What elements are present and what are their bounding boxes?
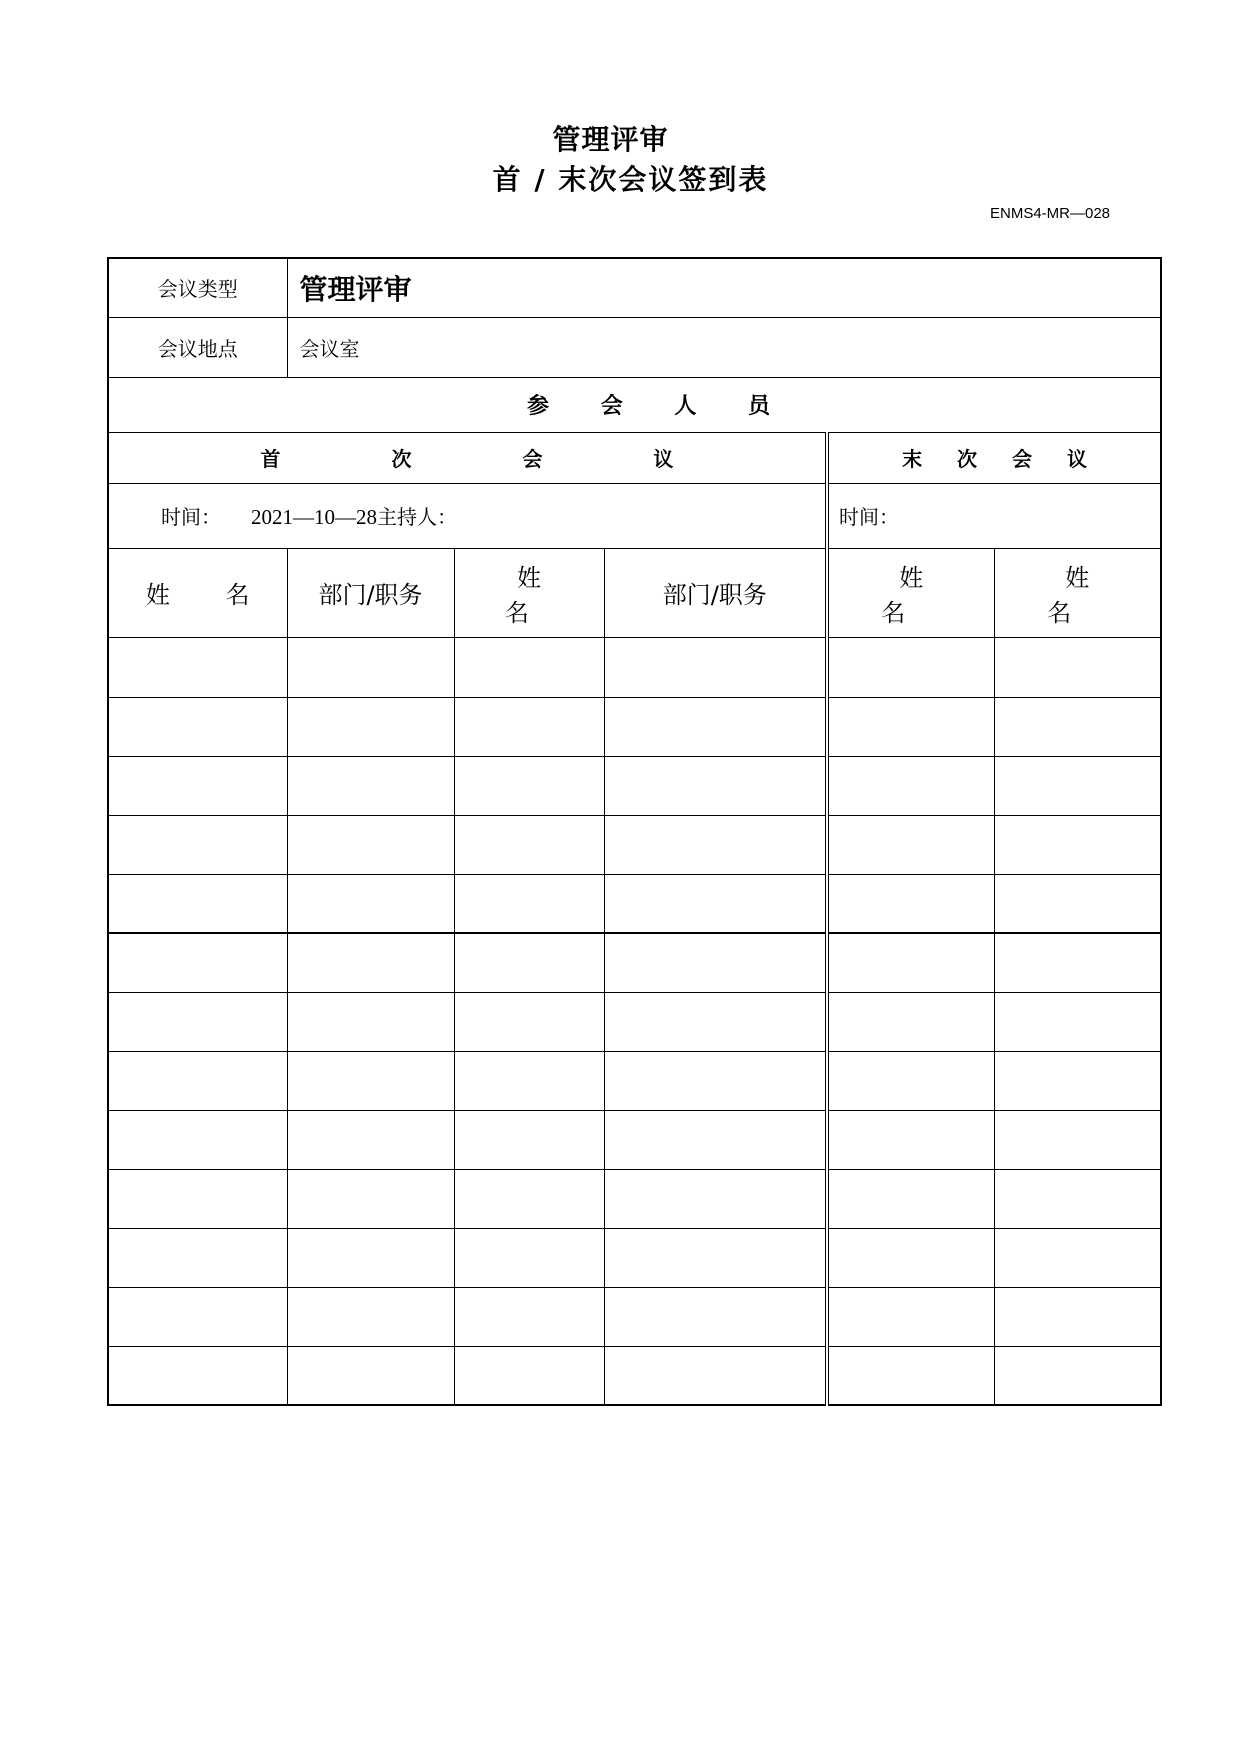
form-subtitle: 首 / 末次会议签到表 (492, 163, 769, 196)
table-row (108, 933, 1161, 992)
table-row (108, 756, 1161, 815)
sign-cell[interactable] (108, 697, 287, 756)
sign-cell[interactable] (454, 697, 604, 756)
sign-cell[interactable] (604, 756, 827, 815)
sign-cell[interactable] (604, 933, 827, 992)
sign-cell[interactable] (287, 1169, 454, 1228)
sign-cell[interactable] (108, 992, 287, 1051)
sign-cell[interactable] (604, 992, 827, 1051)
sign-cell[interactable] (827, 1228, 994, 1287)
table-row (108, 992, 1161, 1051)
sign-cell[interactable] (994, 1169, 1161, 1228)
attendees-section-title: 参 会 人 员 (108, 377, 1161, 432)
sign-cell[interactable] (827, 815, 994, 874)
sign-rows (108, 637, 1161, 1405)
sign-cell[interactable] (994, 1228, 1161, 1287)
sign-cell[interactable] (287, 815, 454, 874)
sign-cell[interactable] (454, 1110, 604, 1169)
sign-cell[interactable] (287, 874, 454, 933)
document-code: ENMS4-MR—028 (990, 205, 1111, 222)
sign-cell[interactable] (827, 1051, 994, 1110)
table-row (108, 637, 1161, 697)
meeting-time-row (108, 483, 1161, 548)
sign-cell[interactable] (827, 933, 994, 992)
sign-cell[interactable] (454, 1287, 604, 1346)
table-row (108, 1287, 1161, 1346)
column-header-row (108, 548, 1161, 637)
sign-cell[interactable] (108, 756, 287, 815)
last-meeting-time-label: 时间： (839, 505, 899, 529)
sign-cell[interactable] (827, 697, 994, 756)
sign-cell[interactable] (994, 1287, 1161, 1346)
sign-cell[interactable] (994, 637, 1161, 697)
sign-cell[interactable] (827, 637, 994, 697)
sign-cell[interactable] (108, 1110, 287, 1169)
sign-cell[interactable] (827, 1287, 994, 1346)
sign-in-table (107, 257, 1162, 1406)
sign-cell[interactable] (454, 874, 604, 933)
sign-cell[interactable] (287, 992, 454, 1051)
first-meeting-host-label: 主持人： (377, 505, 457, 529)
table-row (108, 1346, 1161, 1405)
sign-cell[interactable] (108, 933, 287, 992)
last-meeting-title: 末 次 会 议 (827, 432, 1161, 483)
first-meeting-time-label: 时间： (161, 505, 221, 529)
meeting-type-row (108, 258, 1161, 317)
meeting-titles-row (108, 432, 1161, 483)
col-dept-1: 部门/职务 (287, 548, 454, 637)
meeting-location-row (108, 317, 1161, 377)
last-meeting-time (827, 483, 1161, 548)
sign-cell[interactable] (454, 933, 604, 992)
meeting-location-label: 会议地点 (108, 317, 287, 377)
sign-cell[interactable] (454, 1346, 604, 1405)
sign-cell[interactable] (287, 637, 454, 697)
sign-cell[interactable] (454, 1169, 604, 1228)
sign-cell[interactable] (994, 697, 1161, 756)
sign-cell[interactable] (604, 815, 827, 874)
table-row (108, 1169, 1161, 1228)
sign-cell[interactable] (827, 992, 994, 1051)
first-meeting-time (108, 483, 827, 548)
sign-cell[interactable] (604, 637, 827, 697)
sign-cell[interactable] (827, 756, 994, 815)
sign-cell[interactable] (604, 1346, 827, 1405)
sign-cell[interactable] (108, 1346, 287, 1405)
sign-cell[interactable] (827, 1110, 994, 1169)
first-meeting-title: 首 次 会 议 (108, 432, 827, 483)
sign-cell[interactable] (287, 1346, 454, 1405)
sign-cell[interactable] (108, 874, 287, 933)
sign-cell[interactable] (454, 1051, 604, 1110)
sign-cell[interactable] (108, 637, 287, 697)
meeting-location-value[interactable]: 会议室 (287, 317, 1161, 377)
sign-cell[interactable] (454, 637, 604, 697)
first-meeting-time-value[interactable]: 2021—10—28 (251, 505, 377, 529)
table-row (108, 697, 1161, 756)
sign-cell[interactable] (454, 1228, 604, 1287)
sign-cell[interactable] (287, 933, 454, 992)
sign-cell[interactable] (108, 1228, 287, 1287)
sign-cell[interactable] (994, 992, 1161, 1051)
sign-cell[interactable] (108, 1051, 287, 1110)
table-row (108, 1228, 1161, 1287)
table-row (108, 1051, 1161, 1110)
table-row (108, 815, 1161, 874)
attendees-header-row (108, 377, 1161, 432)
sign-cell[interactable] (994, 933, 1161, 992)
sign-cell[interactable] (604, 1228, 827, 1287)
sign-cell[interactable] (287, 756, 454, 815)
sign-cell[interactable] (604, 1051, 827, 1110)
sign-cell[interactable] (454, 815, 604, 874)
sign-cell[interactable] (994, 756, 1161, 815)
sign-cell[interactable] (994, 874, 1161, 933)
sign-cell[interactable] (454, 992, 604, 1051)
col-name-3: 姓 名 (827, 548, 994, 637)
sign-cell[interactable] (454, 756, 604, 815)
sign-cell[interactable] (994, 815, 1161, 874)
col-dept-2: 部门/职务 (604, 548, 827, 637)
sign-cell[interactable] (994, 1110, 1161, 1169)
sign-cell[interactable] (287, 1110, 454, 1169)
sign-cell[interactable] (287, 697, 454, 756)
sign-cell[interactable] (108, 1169, 287, 1228)
sign-cell[interactable] (604, 874, 827, 933)
sign-cell[interactable] (827, 1169, 994, 1228)
form-title: 管理评审 (552, 123, 669, 156)
table-row (108, 874, 1161, 933)
sign-cell[interactable] (604, 697, 827, 756)
sign-cell[interactable] (994, 1051, 1161, 1110)
sign-cell[interactable] (604, 1287, 827, 1346)
sign-cell[interactable] (108, 1287, 287, 1346)
table-row (108, 1110, 1161, 1169)
sign-cell[interactable] (287, 1051, 454, 1110)
sign-cell[interactable] (287, 1287, 454, 1346)
col-name-4: 姓 名 (994, 548, 1161, 637)
sign-cell[interactable] (604, 1110, 827, 1169)
col-name-1: 姓 名 (108, 548, 287, 637)
meeting-type-label: 会议类型 (108, 258, 287, 317)
sign-cell[interactable] (287, 1228, 454, 1287)
meeting-type-value[interactable]: 管理评审 (287, 258, 1161, 317)
sign-cell[interactable] (827, 874, 994, 933)
sign-cell[interactable] (994, 1346, 1161, 1405)
sign-cell[interactable] (827, 1346, 994, 1405)
col-name-2: 姓 名 (454, 548, 604, 637)
sign-cell[interactable] (604, 1169, 827, 1228)
sign-cell[interactable] (108, 815, 287, 874)
